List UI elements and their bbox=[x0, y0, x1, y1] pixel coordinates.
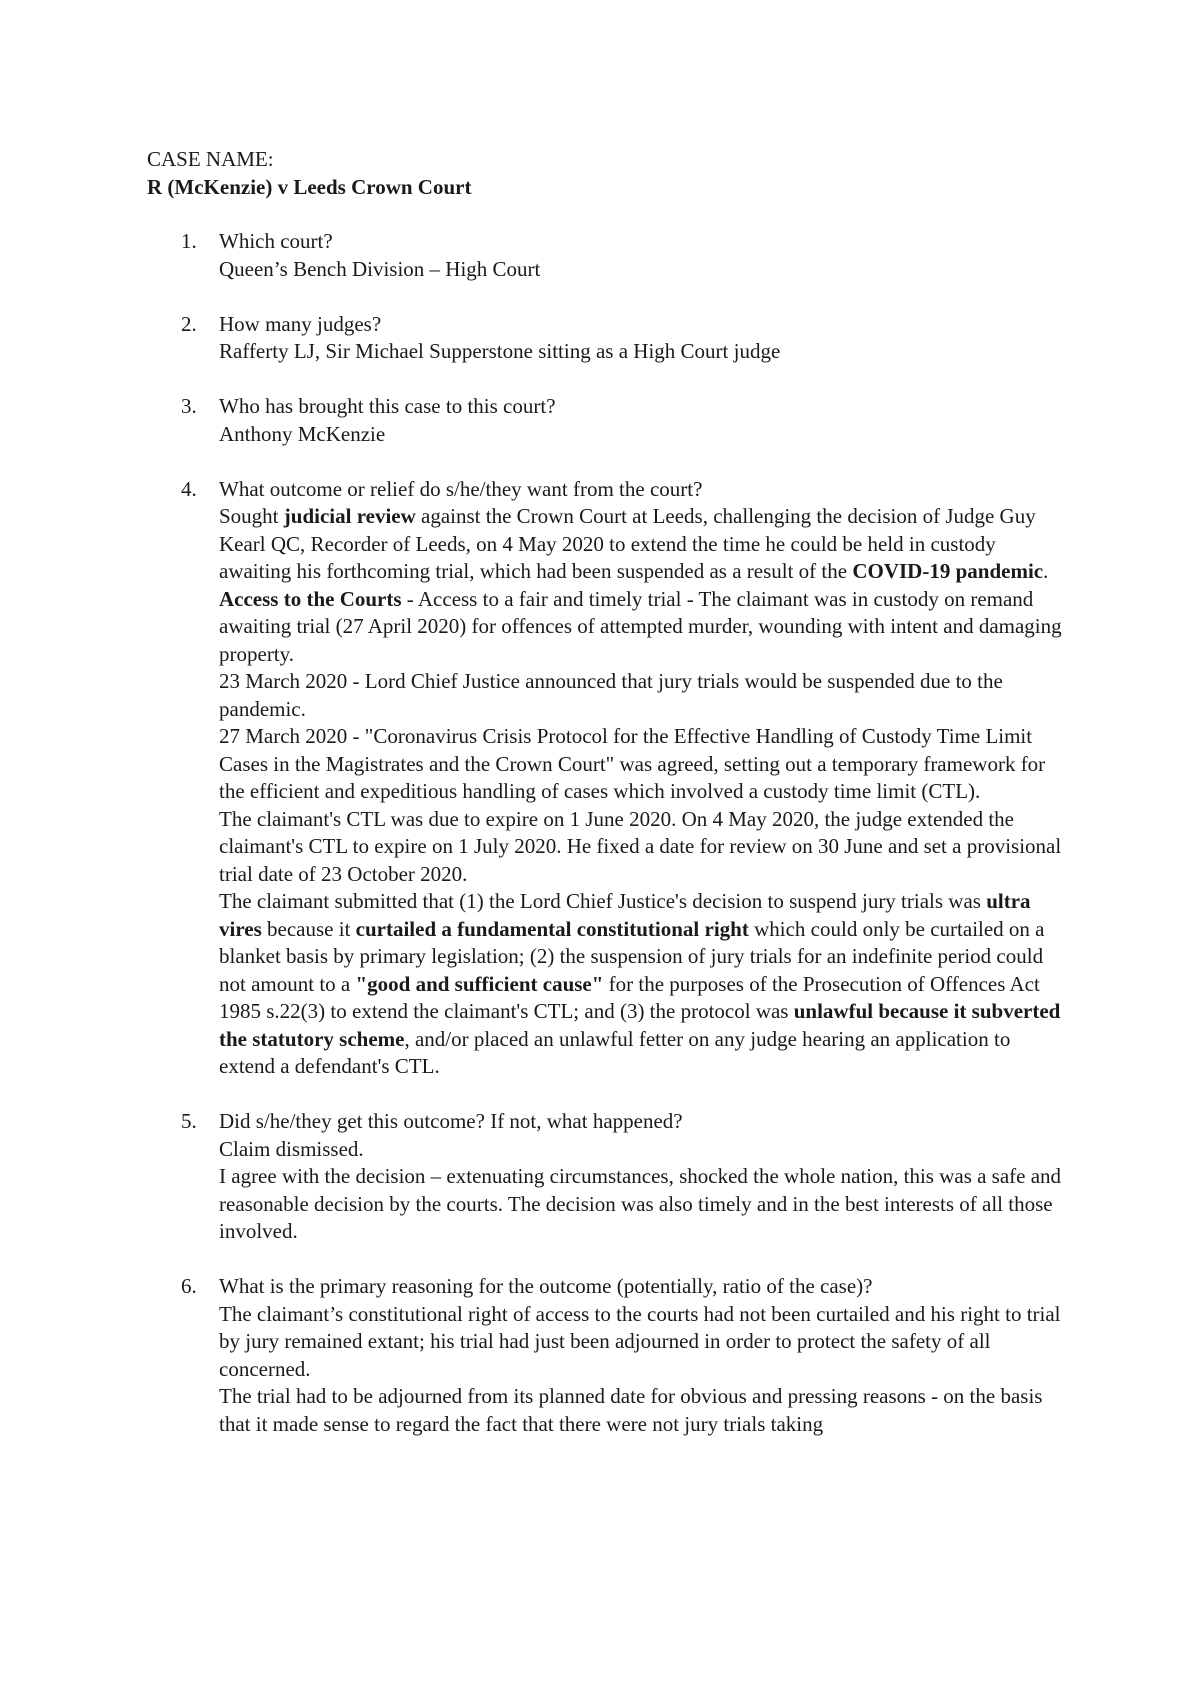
answer-text: 27 March 2020 - "Coronavirus Crisis Protocol for the Effective Handling of Custody Time Limit Cases in the Magistrates and the Crown Court" was agreed, setting out a temporary framework for the efficient and expeditious handling of cases which involved a custody time limit (CTL). bbox=[219, 724, 1046, 803]
answer-paragraph bbox=[219, 888, 1067, 1081]
question-item-5 bbox=[147, 1108, 1067, 1246]
emphasis-text: Access to the Courts bbox=[219, 586, 402, 611]
answer-text: which could only be curtailed on a blanket basis by primary legislation; (2) the suspension of jury trials for an indefinite period could not amount to a bbox=[219, 916, 1045, 996]
answer-text: Queen’s Bench Division – High Court bbox=[219, 256, 541, 281]
question-item-2 bbox=[147, 311, 1067, 366]
answer-text: because it bbox=[261, 916, 356, 941]
answer-text: The claimant submitted that (1) the Lord Chief Justice's decision to suspend jury trials was bbox=[219, 889, 987, 913]
question-number: 2. bbox=[181, 311, 197, 336]
answer-text: Rafferty LJ, Sir Michael Supperstone sitting as a High Court judge bbox=[219, 339, 781, 363]
answer-text: Sought bbox=[219, 504, 284, 528]
question-number: 5. bbox=[181, 1109, 197, 1133]
question-text: What outcome or relief do s/he/they want from the court? bbox=[219, 476, 703, 501]
answer-paragraph bbox=[219, 503, 1067, 586]
question-number: 3. bbox=[181, 394, 197, 418]
question-text: What is the primary reasoning for the outcome (potentially, ratio of the case)? bbox=[219, 1274, 873, 1298]
question-list bbox=[147, 228, 1067, 1438]
case-name-label: CASE NAME: bbox=[147, 147, 274, 171]
question-number: 1. bbox=[181, 229, 197, 253]
answer-text: The claimant’s constitutional right of access to the courts had not been curtailed and his right to trial by jury remained extant; his trial had just been adjourned in order to protect the safety of all concerned. bbox=[219, 1301, 1061, 1381]
question-number: 4. bbox=[181, 476, 197, 501]
question-item-4 bbox=[147, 476, 1067, 1081]
answer-text: - Access to a fair and timely trial - The claimant was in custody on remand awaiting trial (27 April 2020) for offences of attempted murder, wounding with intent and damaging property. bbox=[219, 586, 1062, 666]
answer-paragraph bbox=[219, 586, 1067, 669]
emphasis-text: ultra vires bbox=[219, 889, 1031, 941]
emphasis-text: judicial review bbox=[283, 504, 416, 528]
answer-text: The trial had to be adjourned from its planned date for obvious and pressing reasons - on the basis that it made sense to regard the fact that there were not jury trials taking bbox=[219, 1384, 1043, 1436]
answer-text: The claimant's CTL was due to expire on 1 June 2020. On 4 May 2020, the judge extended the claimant's CTL to expire on 1 July 2020. He fixed a date for review on 30 June and set a provisional trial date of 23 October 2020. bbox=[219, 806, 1062, 886]
question-text: Who has brought this case to this court? bbox=[219, 394, 556, 418]
emphasis-text: COVID-19 pandemic bbox=[852, 559, 1044, 583]
question-number: 6. bbox=[181, 1274, 197, 1298]
answer-text: against the Crown Court at Leeds, challenging the decision of Judge Guy Kearl QC, Recorder of Leeds, on 4 May 2020 to extend the time he could be held in custody awaiting his forthcoming trial, which had been suspended as a result of the bbox=[219, 504, 1036, 583]
question-text: Which court? bbox=[219, 229, 333, 253]
answer-text: I agree with the decision – extenuating circumstances, shocked the whole nation, this was a safe and reasonable decision by the courts. The decision was also timely and in the best interests of all those involved. bbox=[219, 1164, 1062, 1243]
answer-text: , and/or placed an unlawful fetter on any judge hearing an application to extend a defendant's CTL. bbox=[219, 1026, 1011, 1078]
question-item-3 bbox=[147, 393, 1067, 448]
answer-text: for the purposes of the Prosecution of Offences Act 1985 s.22(3) to extend the claimant's CTL; and (3) the protocol was bbox=[219, 971, 1040, 1023]
answer-text: Claim dismissed. bbox=[219, 1136, 364, 1161]
emphasis-text: "good and sufficient cause" bbox=[355, 971, 604, 996]
question-text: How many judges? bbox=[219, 311, 382, 336]
emphasis-text: curtailed a fundamental constitutional right bbox=[355, 916, 749, 941]
question-item-6 bbox=[147, 1273, 1067, 1438]
question-item-1 bbox=[147, 228, 1067, 283]
answer-text: . bbox=[1043, 559, 1049, 583]
answer-text: 23 March 2020 - Lord Chief Justice announced that jury trials would be suspended due to the pandemic. bbox=[219, 669, 1003, 721]
emphasis-text: unlawful because it subverted the statutory scheme bbox=[219, 999, 1061, 1051]
question-text: Did s/he/they get this outcome? If not, what happened? bbox=[219, 1109, 683, 1133]
document-page bbox=[147, 146, 1067, 1466]
answer-text: Anthony McKenzie bbox=[219, 421, 386, 446]
case-title: R (McKenzie) v Leeds Crown Court bbox=[147, 174, 472, 199]
